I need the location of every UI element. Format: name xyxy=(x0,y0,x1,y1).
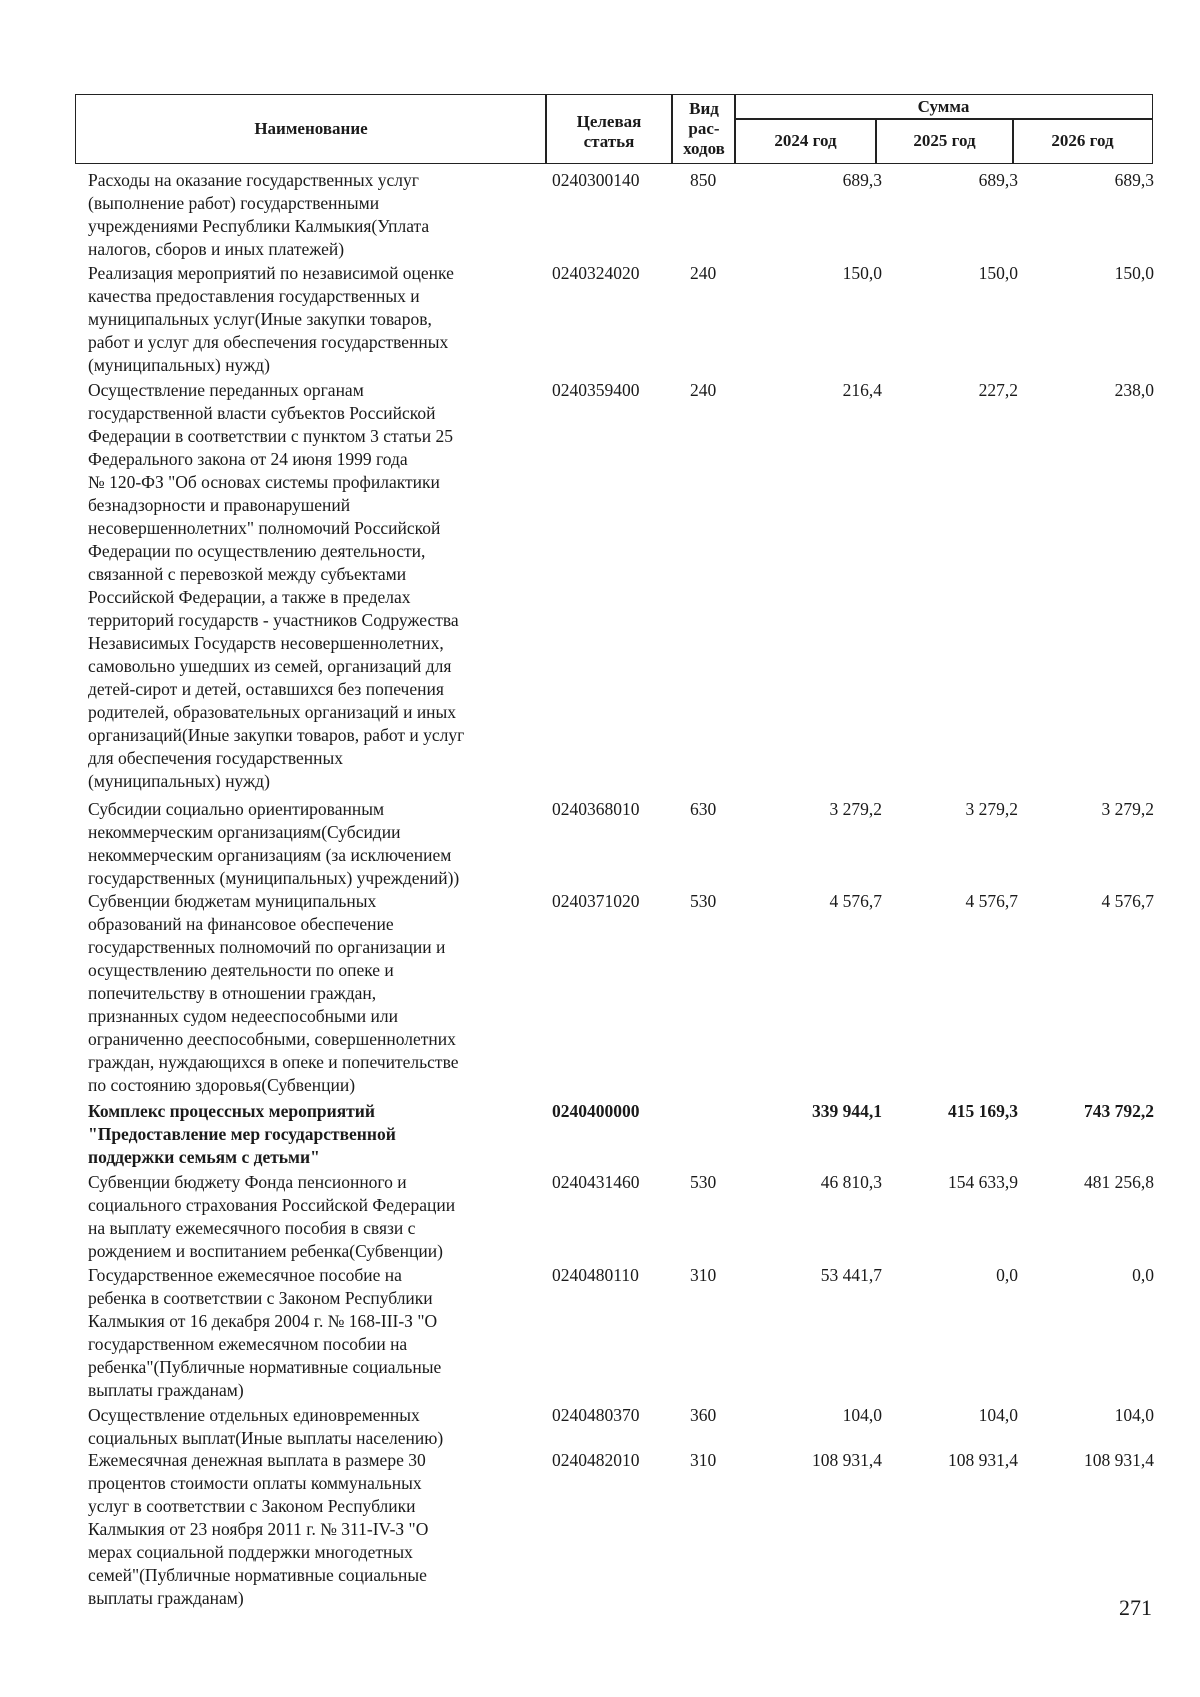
row-value-2026: 238,0 xyxy=(1114,380,1154,400)
row-vid: 240 xyxy=(690,263,717,283)
row-name xyxy=(88,169,528,261)
row-name xyxy=(88,1171,528,1263)
row-name-line: социальных выплат(Иные выплаты населению) xyxy=(88,1428,444,1448)
row-name-line: некоммерческим организациям (за исключением xyxy=(88,845,452,865)
row-name-line: Комплекс процессных мероприятий xyxy=(88,1101,375,1121)
row-value-2024: 4 576,7 xyxy=(829,891,882,911)
row-name-line: родителей, образовательных организаций и иных xyxy=(88,702,457,722)
row-name-line: на выплату ежемесячного пособия в связи с xyxy=(88,1218,416,1238)
row-value-2026: 481 256,8 xyxy=(1084,1172,1154,1192)
row-name-line: Федерального закона от 24 июня 1999 года xyxy=(88,449,408,469)
row-name xyxy=(88,262,528,377)
row-value-2024: 216,4 xyxy=(842,380,882,400)
row-name xyxy=(88,1264,528,1402)
row-value-2025: 227,2 xyxy=(978,380,1018,400)
row-code: 0240300140 xyxy=(552,170,640,190)
row-value-2024: 339 944,1 xyxy=(812,1101,882,1121)
row-name-line: образований на финансовое обеспечение xyxy=(88,914,394,934)
row-name-line: территорий государств - участников Содружества xyxy=(88,610,459,630)
row-name-line: выплаты гражданам) xyxy=(88,1588,244,1608)
row-name-line: ребенка"(Публичные нормативные социальные xyxy=(88,1357,442,1377)
row-name xyxy=(88,379,528,793)
row-name xyxy=(88,1100,528,1169)
row-name-line: процентов стоимости оплаты коммунальных xyxy=(88,1473,422,1493)
row-name-line: учреждениями Республики Калмыкия(Уплата xyxy=(88,216,430,236)
row-name-line: самовольно ушедших из семей, организаций для xyxy=(88,656,452,676)
row-name xyxy=(88,890,528,1097)
row-value-2026: 743 792,2 xyxy=(1084,1101,1154,1121)
row-value-2026: 108 931,4 xyxy=(1084,1450,1154,1470)
row-name-line: Расходы на оказание государственных услуг xyxy=(88,170,419,190)
row-value-2025: 0,0 xyxy=(996,1265,1018,1285)
row-name-line: работ и услуг для обеспечения государственных xyxy=(88,332,449,352)
row-name-line: "Предоставление мер государственной xyxy=(88,1124,396,1144)
row-name xyxy=(88,798,528,890)
row-vid: 850 xyxy=(690,170,717,190)
row-name-line: выплаты гражданам) xyxy=(88,1380,244,1400)
row-name-line: государственных полномочий по организации и xyxy=(88,937,446,957)
header-code: Целевая статья xyxy=(576,112,642,151)
row-name-line: связанной с перевозкой между субъектами xyxy=(88,564,407,584)
row-name-line: Ежемесячная денежная выплата в размере 30 xyxy=(88,1450,426,1470)
row-value-2025: 154 633,9 xyxy=(948,1172,1018,1192)
row-name-line: по состоянию здоровья(Субвенции) xyxy=(88,1075,356,1095)
row-name-line: детей-сирот и детей, оставшихся без попечения xyxy=(88,679,444,699)
row-value-2026: 3 279,2 xyxy=(1101,799,1154,819)
row-value-2024: 150,0 xyxy=(842,263,882,283)
row-name-line: попечительству в отношении граждан, xyxy=(88,983,377,1003)
header-2024: 2024 год xyxy=(774,131,837,150)
row-name-line: (муниципальных) нужд) xyxy=(88,771,270,791)
row-name-line: ребенка в соответствии с Законом Республики xyxy=(88,1288,433,1308)
row-name-line: осуществлению деятельности по опеке и xyxy=(88,960,394,980)
row-code: 0240482010 xyxy=(552,1450,640,1470)
row-name-line: (муниципальных) нужд) xyxy=(88,355,270,375)
row-value-2025: 415 169,3 xyxy=(948,1101,1018,1121)
row-name-line: поддержки семьям с детьми" xyxy=(88,1147,320,1167)
row-name-line: качества предоставления государственных и xyxy=(88,286,420,306)
row-vid: 310 xyxy=(690,1265,717,1285)
row-value-2024: 46 810,3 xyxy=(820,1172,882,1192)
row-code: 0240480370 xyxy=(552,1405,640,1425)
row-name-line: Независимых Государств несовершеннолетних, xyxy=(88,633,444,653)
row-code: 0240480110 xyxy=(552,1265,639,1285)
row-name-line: государственных (муниципальных) учреждений)) xyxy=(88,868,460,888)
row-code: 0240400000 xyxy=(552,1101,640,1121)
row-value-2026: 104,0 xyxy=(1114,1405,1154,1425)
row-name-line: рождением и воспитанием ребенка(Субвенции) xyxy=(88,1241,443,1261)
row-name-line: граждан, нуждающихся в опеке и попечительстве xyxy=(88,1052,459,1072)
row-name-line: Субвенции бюджетам муниципальных xyxy=(88,891,377,911)
row-name-line: (выполнение работ) государственными xyxy=(88,193,380,213)
row-name-line: Федерации по осуществлению деятельности, xyxy=(88,541,426,561)
row-code: 0240431460 xyxy=(552,1172,640,1192)
row-name xyxy=(88,1404,528,1450)
row-name-line: Российской Федерации, а также в пределах xyxy=(88,587,411,607)
row-code: 0240359400 xyxy=(552,380,640,400)
row-name-line: Субсидии социально ориентированным xyxy=(88,799,385,819)
row-name-line: семей"(Публичные нормативные социальные xyxy=(88,1565,427,1585)
header-2026: 2026 год xyxy=(1051,131,1114,150)
row-value-2024: 53 441,7 xyxy=(820,1265,882,1285)
row-value-2025: 4 576,7 xyxy=(965,891,1018,911)
header-2025: 2025 год xyxy=(913,131,976,150)
row-name-line: Реализация мероприятий по независимой оценке xyxy=(88,263,454,283)
table-header xyxy=(75,94,1153,164)
row-name-line: признанных судом недееспособными или xyxy=(88,1006,399,1026)
row-name-line: некоммерческим организациям(Субсидии xyxy=(88,822,401,842)
row-name-line: муниципальных услуг(Иные закупки товаров, xyxy=(88,309,432,329)
row-value-2025: 104,0 xyxy=(978,1405,1018,1425)
row-name-line: налогов, сборов и иных платежей) xyxy=(88,239,345,259)
row-name-line: для обеспечения государственных xyxy=(88,748,343,768)
row-name xyxy=(88,1449,528,1610)
row-name-line: мерах социальной поддержки многодетных xyxy=(88,1542,413,1562)
row-name-line: несовершеннолетних" полномочий Российской xyxy=(88,518,441,538)
row-name-line: социального страхования Российской Федерации xyxy=(88,1195,456,1215)
row-value-2025: 108 931,4 xyxy=(948,1450,1018,1470)
row-value-2025: 150,0 xyxy=(978,263,1018,283)
row-vid: 310 xyxy=(690,1450,717,1470)
row-value-2024: 104,0 xyxy=(842,1405,882,1425)
row-value-2025: 689,3 xyxy=(978,170,1018,190)
row-value-2024: 108 931,4 xyxy=(812,1450,882,1470)
row-vid: 530 xyxy=(690,1172,717,1192)
header-sum: Сумма xyxy=(917,97,970,116)
row-name-line: Субвенции бюджету Фонда пенсионного и xyxy=(88,1172,407,1192)
row-name-line: услуг в соответствии с Законом Республики xyxy=(88,1496,416,1516)
row-value-2026: 4 576,7 xyxy=(1101,891,1154,911)
row-name-line: Государственное ежемесячное пособие на xyxy=(88,1265,402,1285)
row-code: 0240371020 xyxy=(552,891,640,911)
row-name-line: Калмыкия от 16 декабря 2004 г. № 168-III-З "О xyxy=(88,1311,438,1331)
row-value-2026: 150,0 xyxy=(1114,263,1154,283)
row-vid: 530 xyxy=(690,891,717,911)
row-vid: 630 xyxy=(690,799,717,819)
row-name-line: организаций(Иные закупки товаров, работ и услуг xyxy=(88,725,465,745)
row-name-line: государственном ежемесячном пособии на xyxy=(88,1334,408,1354)
row-name-line: Калмыкия от 23 ноября 2011 г. № 311-IV-З "О xyxy=(88,1519,429,1539)
row-name-line: Осуществление переданных органам xyxy=(88,380,364,400)
row-vid: 360 xyxy=(690,1405,717,1425)
row-name-line: ограниченно дееспособными, совершеннолетних xyxy=(88,1029,456,1049)
row-code: 0240368010 xyxy=(552,799,640,819)
row-code: 0240324020 xyxy=(552,263,640,283)
row-value-2026: 689,3 xyxy=(1114,170,1154,190)
row-name-line: Федерации в соответствии с пунктом 3 статьи 25 xyxy=(88,426,454,446)
row-value-2024: 3 279,2 xyxy=(829,799,882,819)
row-name-line: государственной власти субъектов Российской xyxy=(88,403,436,423)
row-name-line: № 120-ФЗ "Об основах системы профилактики xyxy=(88,472,440,492)
row-name-line: Осуществление отдельных единовременных xyxy=(88,1405,420,1425)
header-vid: Вид рас- ходов xyxy=(683,99,725,158)
header-name: Наименование xyxy=(254,119,368,138)
row-value-2026: 0,0 xyxy=(1132,1265,1154,1285)
row-vid: 240 xyxy=(690,380,717,400)
row-value-2025: 3 279,2 xyxy=(965,799,1018,819)
page-number: 271 xyxy=(1119,1595,1152,1620)
row-name-line: безнадзорности и правонарушений xyxy=(88,495,351,515)
row-value-2024: 689,3 xyxy=(842,170,882,190)
